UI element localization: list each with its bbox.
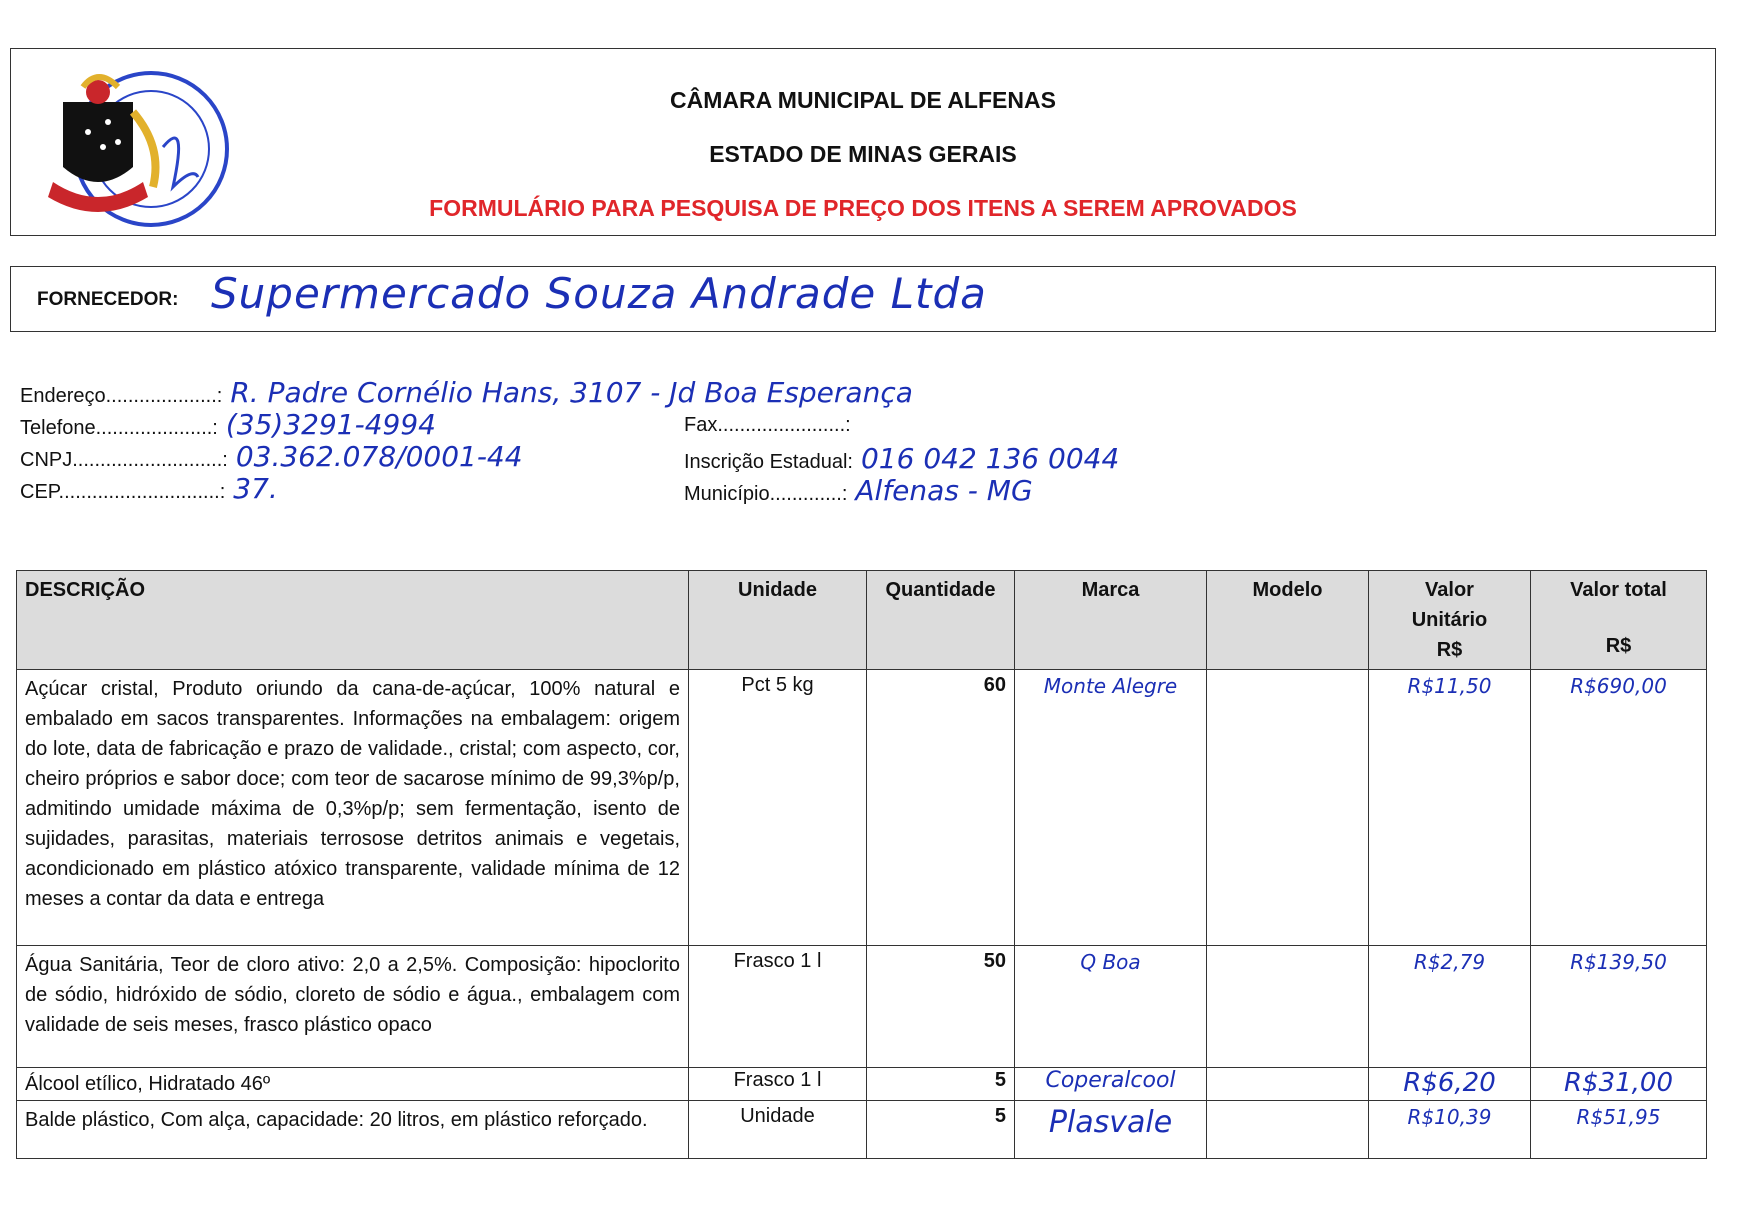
row-unit: Frasco 1 l (689, 1068, 867, 1101)
cep-value: 37. (233, 472, 278, 505)
row-unit-price: R$6,20 (1369, 1068, 1531, 1101)
form-title: FORMULÁRIO PARA PESQUISA DE PREÇO DOS ITENS A SEREM APROVADOS (429, 195, 1297, 221)
header-box (10, 48, 1716, 236)
cnpj-row (20, 440, 523, 473)
state-registration-value: 016 042 136 0044 (860, 442, 1120, 475)
state-registration-row (684, 442, 1119, 475)
table-header-row (17, 571, 1707, 670)
row-model (1207, 1068, 1369, 1101)
row-brand: Plasvale (1015, 1101, 1207, 1159)
address-label: Endereço....................: (20, 385, 223, 407)
row-total-price: R$51,95 (1531, 1101, 1707, 1159)
row-total-price: R$690,00 (1531, 670, 1707, 946)
row-description: Açúcar cristal, Produto oriundo da cana-de-açúcar, 100% natural e embalado em sacos transparentes. Informações na embalagem: origem do lote, data de fabricação e prazo de validade., cristal; com aspecto, cor, cheiro próprios e sabor doce; com teor de sacarose mínimo de 99,3%p/p, admitindo umidade máxima de 0,3%p/p; sem fermentação, isento de sujidades, parasitas, materiais terrosose detritos animais e vegetais, acondicionado em plástico atóxico transparente, validade mínima de 12 meses a contar da data e entrega (17, 670, 689, 946)
state-title: ESTADO DE MINAS GERAIS (709, 141, 1017, 167)
chamber-title: CÂMARA MUNICIPAL DE ALFENAS (670, 87, 1056, 113)
row-model (1207, 1101, 1369, 1159)
row-total-price: R$31,00 (1531, 1068, 1707, 1101)
phone-value: (35)3291-4994 (225, 408, 436, 441)
row-brand: Monte Alegre (1015, 670, 1207, 946)
row-quantity: 5 (867, 1068, 1015, 1101)
supplier-name: Supermercado Souza Andrade Ltda (211, 269, 987, 318)
municipality-row (684, 474, 1033, 507)
header-unit-price (1369, 571, 1531, 670)
row-unit-price: R$10,39 (1369, 1101, 1531, 1159)
fax-label: Fax.......................: (684, 414, 851, 436)
supplier-box (10, 266, 1716, 332)
table-row (17, 670, 1707, 946)
row-model (1207, 946, 1369, 1068)
cep-label: CEP.............................: (20, 481, 226, 503)
row-quantity: 60 (867, 670, 1015, 946)
header-quantity: Quantidade (867, 571, 1015, 670)
row-brand: Q Boa (1015, 946, 1207, 1068)
items-table (16, 570, 1707, 1159)
header-total-price-line2: R$ (1605, 635, 1632, 657)
row-brand: Coperalcool (1015, 1068, 1207, 1101)
header-unit-price-line2: Unitário (1411, 609, 1488, 631)
header-unit-price-line3: R$ (1436, 639, 1463, 661)
header-brand: Marca (1015, 571, 1207, 670)
row-quantity: 5 (867, 1101, 1015, 1159)
supplier-label: FORNECEDOR: (37, 289, 179, 310)
fax-row (684, 414, 851, 437)
phone-row (20, 408, 436, 441)
row-unit: Pct 5 kg (689, 670, 867, 946)
cnpj-value: 03.362.078/0001-44 (235, 440, 523, 473)
municipality-value: Alfenas - MG (855, 474, 1033, 507)
row-description: Água Sanitária, Teor de cloro ativo: 2,0 a 2,5%. Composição: hipoclorito de sódio, hidróxido de sódio, cloreto de sódio e água., embalagem com validade de seis meses, frasco plástico opaco (17, 946, 689, 1068)
row-unit: Frasco 1 l (689, 946, 867, 1068)
municipality-label: Município.............: (684, 483, 848, 505)
address-value: R. Padre Cornélio Hans, 3107 - Jd Boa Esperança (230, 376, 913, 409)
cnpj-label: CNPJ...........................: (20, 449, 228, 471)
phone-label: Telefone.....................: (20, 417, 218, 439)
state-registration-label: Inscrição Estadual: (684, 451, 853, 473)
header-total-price (1531, 571, 1707, 670)
table-row (17, 1101, 1707, 1159)
header-model: Modelo (1207, 571, 1369, 670)
row-unit: Unidade (689, 1101, 867, 1159)
table-row (17, 946, 1707, 1068)
header-unit: Unidade (689, 571, 867, 670)
row-quantity: 50 (867, 946, 1015, 1068)
row-unit-price: R$2,79 (1369, 946, 1531, 1068)
row-description: Álcool etílico, Hidratado 46º (17, 1068, 689, 1101)
table-row (17, 1068, 1707, 1101)
row-unit-price: R$11,50 (1369, 670, 1531, 946)
header-description: DESCRIÇÃO (17, 571, 689, 670)
header-total-price-line1: Valor total (1570, 579, 1667, 601)
row-model (1207, 670, 1369, 946)
row-description: Balde plástico, Com alça, capacidade: 20 litros, em plástico reforçado. (17, 1101, 689, 1159)
address-row (20, 376, 913, 409)
cep-row (20, 472, 278, 505)
row-total-price: R$139,50 (1531, 946, 1707, 1068)
header-unit-price-line1: Valor (1425, 579, 1474, 601)
